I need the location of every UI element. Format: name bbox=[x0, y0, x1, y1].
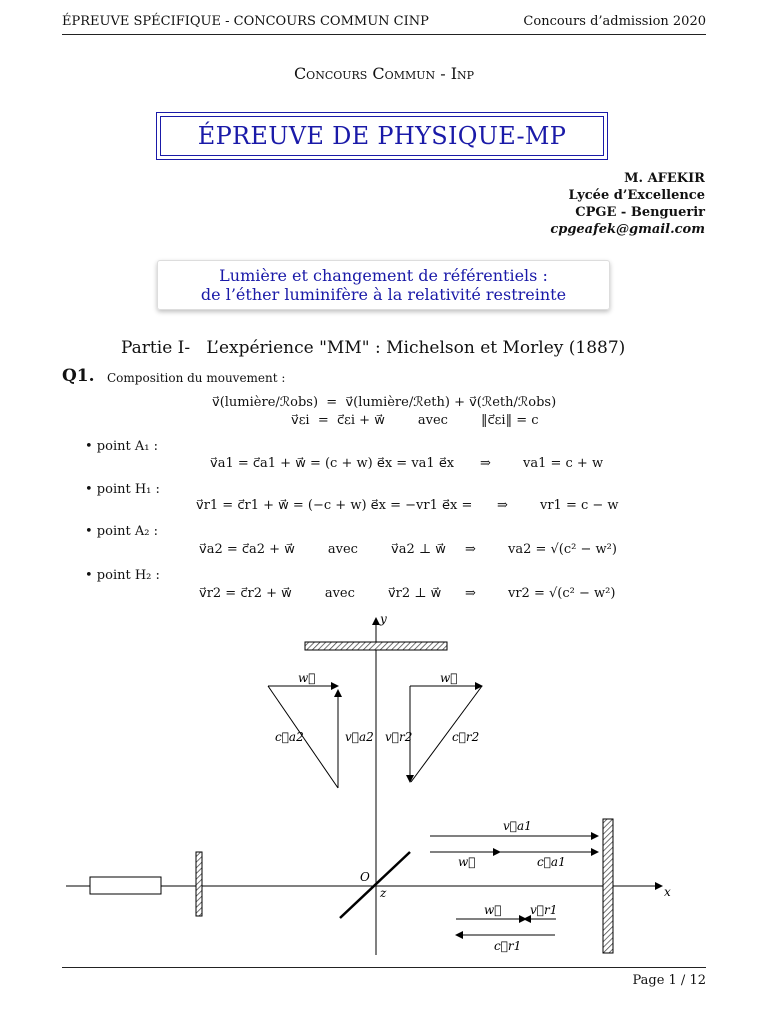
page-title: ÉPREUVE DE PHYSIQUE-MP bbox=[160, 116, 604, 156]
bullet-a1-result: va1 = c + w bbox=[523, 456, 604, 471]
bullet-h2-result: vr2 = √(c² − w²) bbox=[508, 586, 616, 601]
ca2-label: c⃗a2 bbox=[275, 730, 304, 744]
footer-rule bbox=[62, 967, 706, 968]
ca1-label: c⃗a1 bbox=[537, 855, 566, 869]
bullet-h2-label: • point H₂ : bbox=[85, 568, 160, 583]
question-intro: Composition du mouvement : bbox=[107, 371, 286, 385]
vr2-label: v⃗r2 bbox=[385, 730, 413, 744]
bullet-h1-arrow: ⇒ bbox=[497, 498, 508, 513]
bullet-a1-arrow: ⇒ bbox=[480, 456, 491, 471]
subtitle-line1: Lumière et changement de référentiels : bbox=[219, 266, 548, 285]
part-heading: Partie I- L’expérience "MM" : Michelson et Morley (1887) bbox=[121, 338, 626, 358]
bullet-a2-eq: v⃗a2 = c⃗a2 + w⃗ avec v⃗a2 ⊥ w⃗ bbox=[199, 542, 446, 557]
va2-label: v⃗a2 bbox=[345, 730, 374, 744]
bullet-a2-label: • point A₂ : bbox=[85, 524, 158, 539]
z-axis-label: z bbox=[380, 886, 387, 900]
bullet-a2-result: va2 = √(c² − w²) bbox=[508, 542, 617, 557]
bullet-a1-eq: v⃗a1 = c⃗a1 + w⃗ = (c + w) e⃗x = va1 e⃗x bbox=[210, 456, 455, 471]
va1-label: v⃗a1 bbox=[503, 819, 532, 833]
left-plate bbox=[196, 852, 202, 916]
w-label-r1: w⃗ bbox=[484, 903, 502, 917]
header-right: Concours d’admission 2020 bbox=[523, 14, 706, 29]
vr1-label: v⃗r1 bbox=[530, 903, 558, 917]
author-email: cpgeafek@gmail.com bbox=[550, 222, 705, 237]
w-label-left: w⃗ bbox=[298, 671, 316, 685]
beam-splitter bbox=[340, 852, 410, 918]
bullet-h1-eq: v⃗r1 = c⃗r1 + w⃗ = (−c + w) e⃗x = −vr1 e⃗x = bbox=[196, 498, 473, 513]
author-school: Lycée d’Excellence bbox=[568, 188, 705, 203]
origin-label: O bbox=[360, 870, 370, 884]
subtitle-line2: de l’éther luminifère à la relativité restreinte bbox=[200, 285, 567, 304]
cr2-label: c⃗r2 bbox=[452, 730, 480, 744]
light-source bbox=[90, 877, 161, 894]
y-axis-label: y bbox=[380, 612, 387, 626]
page-number: Page 1 / 12 bbox=[632, 973, 706, 988]
cr1-label: c⃗r1 bbox=[494, 939, 522, 953]
question-label: Q1. bbox=[62, 366, 95, 386]
bullet-h1-result: vr1 = c − w bbox=[540, 498, 619, 513]
equation-2: v⃗εi = c⃗εi + w⃗ avec ‖c⃗εi‖ = c bbox=[291, 413, 539, 428]
bullet-h1-label: • point H₁ : bbox=[85, 482, 160, 497]
author-name: M. AFEKIR bbox=[624, 171, 705, 186]
bullet-a1-label: • point A₁ : bbox=[85, 439, 158, 454]
w-label-a1: w⃗ bbox=[458, 855, 476, 869]
header-left: ÉPREUVE SPÉCIFIQUE - CONCOURS COMMUN CINP bbox=[62, 14, 429, 29]
bullet-h2-eq: v⃗r2 = c⃗r2 + w⃗ avec v⃗r2 ⊥ w⃗ bbox=[199, 586, 442, 601]
bullet-h2-arrow: ⇒ bbox=[465, 586, 476, 601]
bullet-a2-arrow: ⇒ bbox=[465, 542, 476, 557]
right-mirror bbox=[603, 819, 613, 953]
equation-1: v⃗(lumière/ℛobs) = v⃗(lumière/ℛeth) + v⃗(ℛeth/ℛobs) bbox=[212, 395, 557, 410]
w-label-right: w⃗ bbox=[440, 671, 458, 685]
top-mirror bbox=[305, 642, 447, 650]
concours-title: Concours Commun - Inp bbox=[293, 64, 475, 83]
x-axis-label: x bbox=[664, 885, 671, 899]
author-cpge: CPGE - Benguerir bbox=[575, 205, 705, 220]
